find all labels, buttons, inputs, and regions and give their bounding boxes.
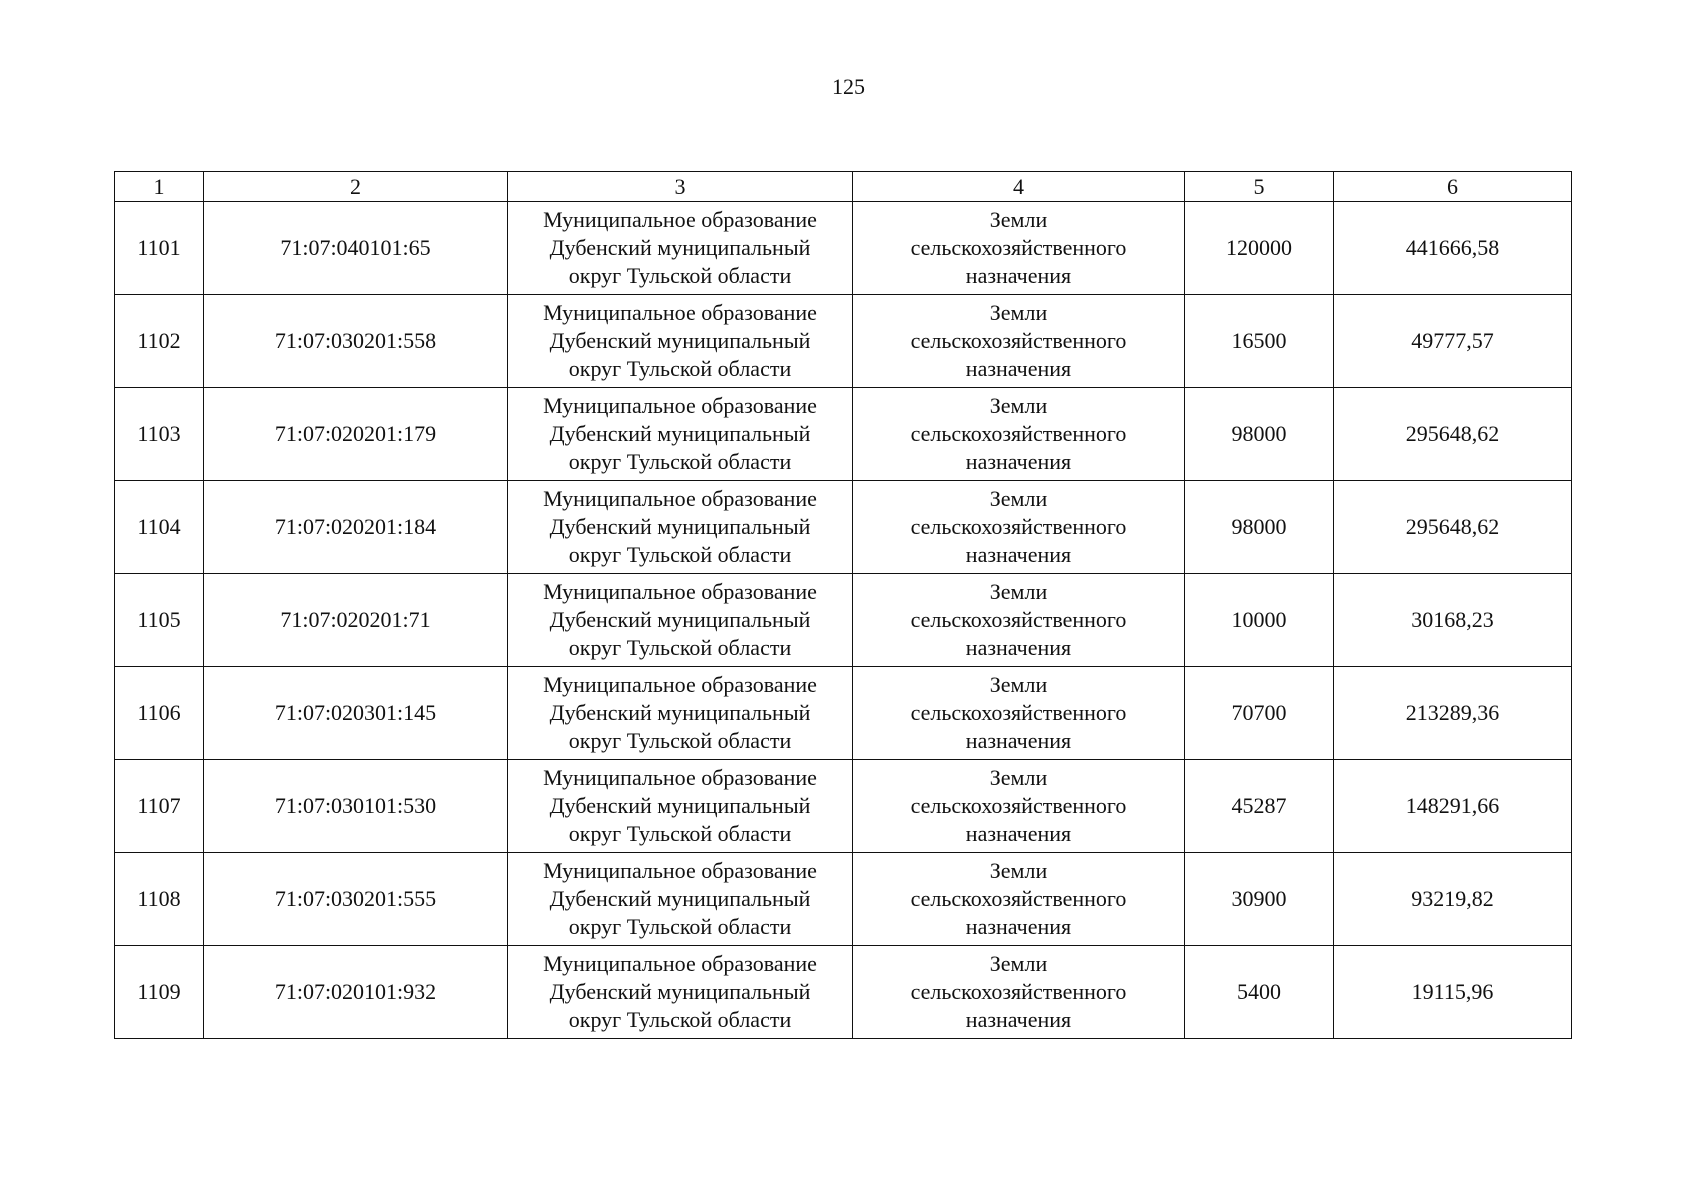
value-cell: 148291,66	[1334, 760, 1572, 853]
column-header-4: 4	[853, 172, 1185, 202]
row-number: 1102	[115, 295, 204, 388]
value-cell: 295648,62	[1334, 481, 1572, 574]
cadastral-number: 71:07:020201:71	[204, 574, 508, 667]
value-cell: 213289,36	[1334, 667, 1572, 760]
row-number: 1105	[115, 574, 204, 667]
row-number: 1106	[115, 667, 204, 760]
table-body	[115, 202, 1572, 1039]
land-category-cell: Земли сельскохозяйственного назначения	[853, 295, 1185, 388]
row-number: 1104	[115, 481, 204, 574]
cadastral-number: 71:07:030201:558	[204, 295, 508, 388]
land-register-table	[114, 171, 1572, 1039]
row-number: 1103	[115, 388, 204, 481]
owner-cell: Муниципальное образование Дубенский муниципальный округ Тульской области	[508, 481, 853, 574]
table-row	[115, 574, 1572, 667]
cadastral-number: 71:07:020101:932	[204, 946, 508, 1039]
area-cell: 70700	[1185, 667, 1334, 760]
area-cell: 45287	[1185, 760, 1334, 853]
land-category-cell: Земли сельскохозяйственного назначения	[853, 760, 1185, 853]
owner-cell: Муниципальное образование Дубенский муниципальный округ Тульской области	[508, 202, 853, 295]
value-cell: 93219,82	[1334, 853, 1572, 946]
row-number: 1108	[115, 853, 204, 946]
land-category-cell: Земли сельскохозяйственного назначения	[853, 667, 1185, 760]
area-cell: 30900	[1185, 853, 1334, 946]
table-row	[115, 481, 1572, 574]
cadastral-number: 71:07:020201:179	[204, 388, 508, 481]
land-category-cell: Земли сельскохозяйственного назначения	[853, 574, 1185, 667]
page-number: 125	[832, 74, 865, 99]
area-cell: 98000	[1185, 481, 1334, 574]
header-row	[115, 172, 1572, 202]
owner-cell: Муниципальное образование Дубенский муниципальный округ Тульской области	[508, 574, 853, 667]
land-category-cell: Земли сельскохозяйственного назначения	[853, 202, 1185, 295]
owner-cell: Муниципальное образование Дубенский муниципальный округ Тульской области	[508, 946, 853, 1039]
table-row	[115, 760, 1572, 853]
table-row	[115, 853, 1572, 946]
owner-cell: Муниципальное образование Дубенский муниципальный округ Тульской области	[508, 853, 853, 946]
area-cell: 16500	[1185, 295, 1334, 388]
column-header-2: 2	[204, 172, 508, 202]
value-cell: 441666,58	[1334, 202, 1572, 295]
column-header-3: 3	[508, 172, 853, 202]
land-category-cell: Земли сельскохозяйственного назначения	[853, 388, 1185, 481]
column-header-1: 1	[115, 172, 204, 202]
owner-cell: Муниципальное образование Дубенский муниципальный округ Тульской области	[508, 388, 853, 481]
land-category-cell: Земли сельскохозяйственного назначения	[853, 853, 1185, 946]
cadastral-number: 71:07:040101:65	[204, 202, 508, 295]
row-number: 1101	[115, 202, 204, 295]
owner-cell: Муниципальное образование Дубенский муниципальный округ Тульской области	[508, 667, 853, 760]
area-cell: 5400	[1185, 946, 1334, 1039]
owner-cell: Муниципальное образование Дубенский муниципальный округ Тульской области	[508, 295, 853, 388]
cadastral-number: 71:07:030101:530	[204, 760, 508, 853]
cadastral-number: 71:07:030201:555	[204, 853, 508, 946]
table-row	[115, 295, 1572, 388]
table-row	[115, 202, 1572, 295]
area-cell: 98000	[1185, 388, 1334, 481]
column-header-5: 5	[1185, 172, 1334, 202]
row-number: 1109	[115, 946, 204, 1039]
table-row	[115, 946, 1572, 1039]
value-cell: 49777,57	[1334, 295, 1572, 388]
land-category-cell: Земли сельскохозяйственного назначения	[853, 481, 1185, 574]
value-cell: 295648,62	[1334, 388, 1572, 481]
column-header-6: 6	[1334, 172, 1572, 202]
table-row	[115, 667, 1572, 760]
cadastral-number: 71:07:020301:145	[204, 667, 508, 760]
land-category-cell: Земли сельскохозяйственного назначения	[853, 946, 1185, 1039]
value-cell: 30168,23	[1334, 574, 1572, 667]
row-number: 1107	[115, 760, 204, 853]
table-row	[115, 388, 1572, 481]
area-cell: 10000	[1185, 574, 1334, 667]
owner-cell: Муниципальное образование Дубенский муниципальный округ Тульской области	[508, 760, 853, 853]
cadastral-number: 71:07:020201:184	[204, 481, 508, 574]
area-cell: 120000	[1185, 202, 1334, 295]
value-cell: 19115,96	[1334, 946, 1572, 1039]
